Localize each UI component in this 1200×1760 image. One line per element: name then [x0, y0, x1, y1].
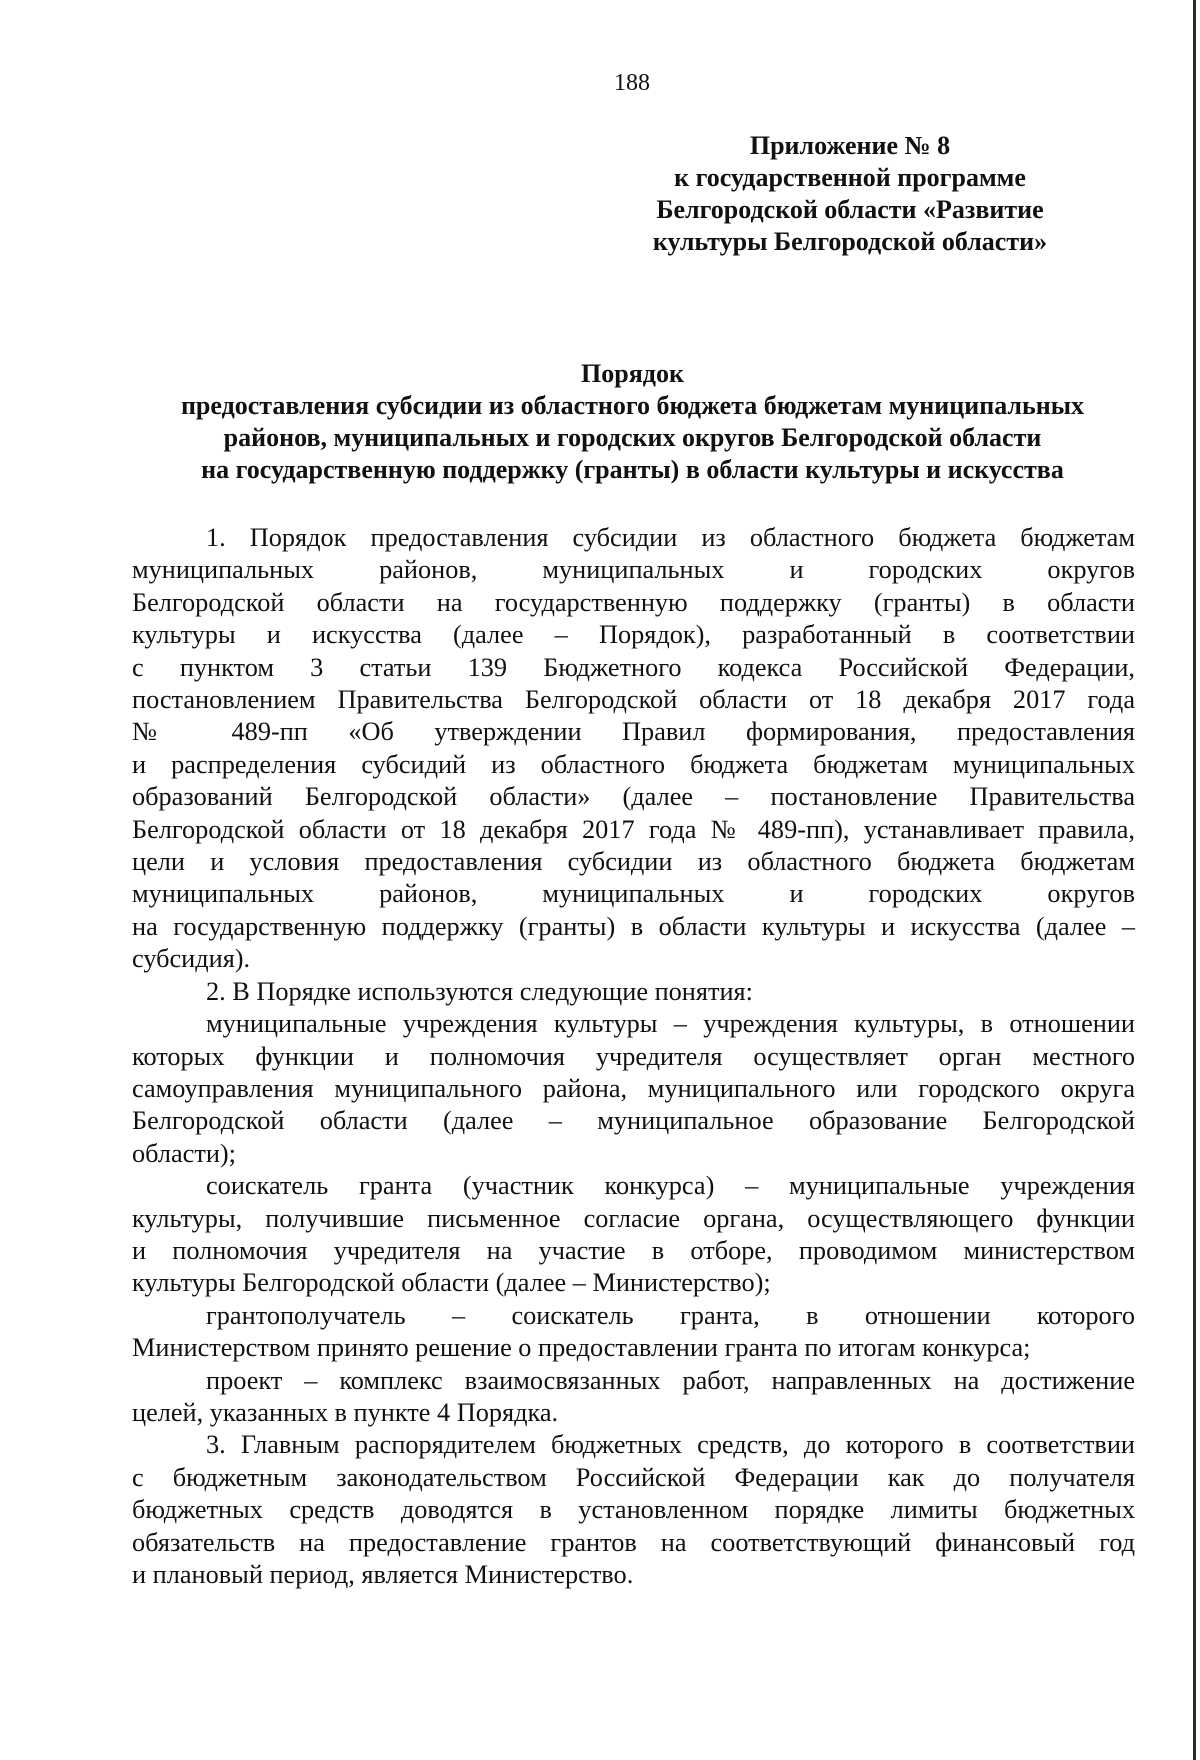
paragraph-line: 1. Порядок предоставления субсидии из областного бюджета бюджетам: [206, 523, 1135, 552]
paragraph-line: с бюджетным законодательством Российской Федерации как до получателя: [132, 1462, 1135, 1492]
paragraph-line: культуры Белгородской области (далее – Министерство);: [132, 1268, 771, 1298]
appendix-line: Приложение № 8: [749, 131, 951, 160]
scan-edge-line: [1193, 0, 1196, 1760]
paragraph-line: Белгородской области от 18 декабря 2017 года № 489-пп), устанавливает правила,: [132, 814, 1135, 844]
paragraph-line: соискатель гранта (участник конкурса) – муниципальные учреждения: [206, 1171, 1135, 1201]
page-number: 188: [614, 70, 650, 96]
appendix-line: к государственной программе: [674, 163, 1026, 192]
paragraph-line: обязательств на предоставление грантов на соответствующий финансовый год: [132, 1527, 1135, 1557]
paragraph-line: 3. Главным распорядителем бюджетных средств, до которого в соответствии: [206, 1430, 1135, 1460]
paragraph: [132, 1170, 1135, 1300]
paragraph: [132, 1429, 1135, 1591]
paragraph-line: на государственную поддержку (гранты) в области культуры и искусства (далее –: [132, 911, 1135, 941]
paragraph-line: и плановый период, является Министерство.: [132, 1560, 634, 1589]
appendix-line: Белгородской области «Развитие: [656, 195, 1044, 224]
paragraph-line: 2. В Порядке используются следующие понятия:: [206, 976, 753, 1006]
paragraph-line: Белгородской области (далее – муниципальное образование Белгородской: [132, 1106, 1135, 1136]
paragraph: [132, 522, 1135, 976]
paragraph-line: грантополучатель – соискатель гранта, в отношении которого: [206, 1300, 1135, 1330]
document-body: [132, 522, 1135, 1591]
paragraph: [132, 1365, 1135, 1430]
paragraph-line: Министерством принято решение о предоставлении гранта по итогам конкурса;: [132, 1333, 1031, 1363]
title-line: Порядок: [581, 359, 684, 388]
paragraph-line: муниципальных районов, муниципальных и городских округов: [132, 555, 1135, 585]
paragraph-line: цели и условия предоставления субсидии из областного бюджета бюджетам: [132, 847, 1135, 877]
title-line: на государственную поддержку (гранты) в области культуры и искусства: [201, 455, 1064, 484]
paragraph-line: культуры, получившие письменное согласие органа, осуществляющего функции: [132, 1203, 1135, 1233]
paragraph-line: области);: [132, 1138, 236, 1168]
paragraph-line: Белгородской области на государственную поддержку (гранты) в области: [132, 587, 1135, 617]
document-title: [90, 358, 1175, 486]
title-line: районов, муниципальных и городских округов Белгородской области: [223, 423, 1042, 452]
paragraph-line: целей, указанных в пункте 4 Порядка.: [132, 1397, 559, 1427]
paragraph-line: проект – комплекс взаимосвязанных работ, направленных на достижение: [206, 1365, 1135, 1395]
paragraph-line: культуры и искусства (далее – Порядок), разработанный в соответствии: [132, 620, 1135, 650]
paragraph-line: и распределения субсидий из областного бюджета бюджетам муниципальных: [132, 749, 1135, 779]
appendix-header: [600, 130, 1100, 258]
paragraph: [132, 1300, 1135, 1365]
paragraph-line: образований Белгородской области» (далее – постановление Правительства: [132, 782, 1135, 812]
paragraph-line: которых функции и полномочия учредителя осуществляет орган местного: [132, 1041, 1135, 1071]
paragraph-line: с пунктом 3 статьи 139 Бюджетного кодекса Российской Федерации,: [132, 652, 1135, 682]
title-line: предоставления субсидии из областного бюджета бюджетам муниципальных: [180, 391, 1085, 420]
paragraph-line: № 489-пп «Об утверждении Правил формирования, предоставления: [132, 717, 1135, 747]
paragraph-line: постановлением Правительства Белгородской области от 18 декабря 2017 года: [132, 685, 1135, 715]
paragraph-line: самоуправления муниципального района, муниципального или городского округа: [132, 1073, 1135, 1103]
paragraph: [132, 976, 1135, 1008]
paragraph-line: муниципальных районов, муниципальных и городских округов: [132, 879, 1135, 909]
paragraph-line: бюджетных средств доводятся в установленном порядке лимиты бюджетных: [132, 1495, 1135, 1525]
paragraph-line: субсидия).: [132, 944, 251, 974]
appendix-line: культуры Белгородской области»: [652, 227, 1048, 256]
paragraph: [132, 1008, 1135, 1170]
paragraph-line: и полномочия учредителя на участие в отборе, проводимом министерством: [132, 1235, 1135, 1265]
paragraph-line: муниципальные учреждения культуры – учреждения культуры, в отношении: [206, 1009, 1135, 1039]
